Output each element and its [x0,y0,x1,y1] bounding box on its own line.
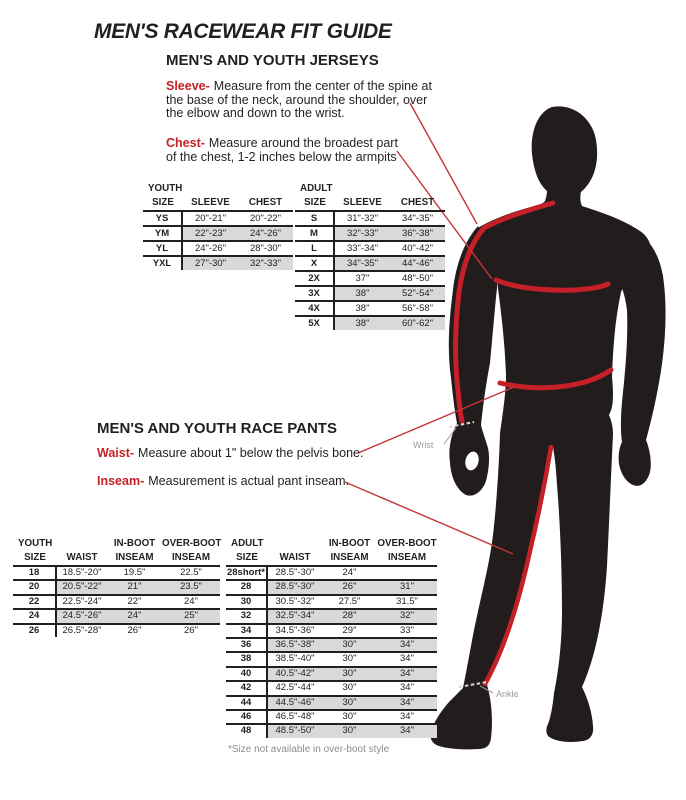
value-cell: 34"-35" [335,257,390,270]
value-cell: 34" [377,697,437,709]
size-cell: 5X [295,317,335,330]
value-cell: 24" [342,567,357,578]
table-row [226,653,437,667]
value-cell: 46.5"-48" [275,710,315,722]
adult-pants-size-table [226,538,437,738]
value-cell: 32"-33" [238,257,293,270]
value-cell: 34" [400,653,414,665]
sleeve-instruction [166,80,432,121]
chest-instruction-text: Measure around the broadest part of the chest, 1-2 inches below the armpits [166,136,398,164]
right-arm-silhouette [617,231,666,486]
value-cell: 44.5"-46" [268,697,322,709]
column-group-label [335,183,390,196]
column-group-label: OVER-BOOT [162,538,222,549]
size-cell: YM [143,227,183,240]
waist-instruction [97,447,363,461]
value-cell: 29" [342,624,357,636]
size-cell: 30 [226,596,268,608]
value-cell: 28.5"-30" [268,581,322,593]
value-cell: 26.5"-28" [62,624,102,636]
column-group-label: IN-BOOT [113,538,156,549]
value-cell: 28"-30" [249,243,282,254]
table-row [295,227,445,242]
value-cell: 34"-35" [401,213,434,224]
table-row [226,711,437,725]
table-row [295,242,445,257]
youth-jersey-size-table [143,183,293,270]
table-row [295,212,445,227]
value-cell: 28" [322,610,377,622]
value-cell: 48"-50" [401,273,434,284]
value-cell [377,567,437,579]
size-cell: 40 [226,668,268,680]
value-cell: 34" [377,668,437,680]
value-cell: 30" [322,725,377,737]
value-cell: 20"-21" [194,213,227,224]
size-cell: 38 [226,653,268,665]
table-row [143,242,293,257]
column-group-label: YOUTH [18,538,53,549]
size-footnote: *Size not available in over-boot style [228,744,390,755]
ankle-label: Ankle [496,689,519,699]
size-cell: 42 [226,682,268,694]
table-row [226,581,437,595]
value-cell: 34" [377,725,437,737]
value-cell: 26" [184,624,198,636]
jerseys-section-heading: MEN'S AND YOUTH JERSEYS [166,52,379,69]
table-row [295,287,445,302]
table-row [226,682,437,696]
value-cell: 21" [107,581,162,593]
size-cell: 32 [226,610,268,622]
size-cell: 48 [226,725,268,737]
size-cell: 3X [295,287,335,300]
value-cell: 27.5" [338,595,361,607]
table-row [295,317,445,330]
value-cell: 30" [322,697,377,709]
chest-instruction [166,137,409,164]
chest-instruction-label: Chest- [166,136,205,150]
column-group-label: OVER-BOOT [377,538,437,549]
column-header: SIZE [304,197,326,208]
size-cell: 4X [295,302,335,315]
table-row [13,596,220,610]
value-cell: 33" [400,624,414,636]
table-row [226,625,437,639]
page-title: MEN'S RACEWEAR FIT GUIDE [94,20,392,43]
table-row [226,697,437,711]
value-cell: 30" [342,710,357,722]
column-header: INSEAM [171,552,211,563]
value-cell: 18.5"-20" [62,567,102,578]
value-cell: 24" [184,595,198,607]
table-row [143,257,293,270]
value-cell: 20"-22" [249,213,282,224]
size-cell: 28 [226,581,268,593]
value-cell: 32"-33" [335,227,390,240]
table-row [13,625,220,637]
table-row [226,610,437,624]
value-cell: 26" [127,624,142,636]
size-cell: 18 [13,567,57,579]
table-header-row [143,196,293,212]
value-cell: 23.5" [162,581,220,593]
size-cell: YL [143,242,183,255]
value-cell: 34.5"-36" [275,624,315,636]
size-cell: M [295,227,335,240]
column-header: INSEAM [330,552,369,563]
value-cell: 20.5"-22" [57,581,107,593]
waist-callout-line [358,387,514,453]
column-header: INSEAM [387,552,427,563]
value-cell: 30" [342,682,357,694]
table-group-header-row [13,538,220,551]
size-cell: 26 [13,625,57,637]
value-cell: 22"-23" [183,227,238,240]
value-cell: 60"-62" [390,317,445,330]
inseam-instruction-label: Inseam- [97,474,145,488]
size-cell: 2X [295,272,335,285]
value-cell: 36"-38" [390,227,445,240]
table-row [13,610,220,624]
value-cell: 40.5"-42" [268,668,322,680]
size-cell: S [295,212,335,225]
size-cell: 46 [226,711,268,723]
value-cell: 30.5"-32" [275,595,315,607]
value-cell: 36.5"-38" [268,639,322,651]
size-cell: 36 [226,639,268,651]
value-cell: 38.5"-40" [275,653,315,665]
table-header-row [13,551,220,567]
value-cell: 44"-46" [390,257,445,270]
table-row [226,668,437,682]
column-group-label [238,183,293,196]
value-cell: 31"-32" [346,213,379,224]
wrist-label: Wrist [413,440,434,450]
table-row [13,581,220,595]
column-group-label [57,538,107,551]
table-header-row [295,196,445,212]
column-header: SLEEVE [343,197,382,208]
inseam-instruction [97,475,349,489]
size-cell: 34 [226,625,268,637]
column-header: WAIST [279,552,311,563]
value-cell: 30" [322,639,377,651]
sleeve-instruction-label: Sleeve- [166,79,210,93]
column-header: INSEAM [115,552,154,563]
value-cell: 32.5"-34" [268,610,322,622]
value-cell: 48.5"-50" [268,725,322,737]
value-cell: 40"-42" [401,243,434,254]
column-group-label: IN-BOOT [328,538,371,549]
value-cell: 22.5"-24" [62,595,102,607]
size-cell: YXL [143,257,183,270]
column-group-label [268,538,322,551]
column-header: CHEST [248,197,283,208]
value-cell: 19.5" [123,567,146,578]
table-group-header-row [226,538,437,551]
value-cell: 24.5"-26" [57,610,107,622]
value-cell: 24" [107,610,162,622]
column-group-label: YOUTH [148,183,183,194]
column-header: CHEST [400,197,435,208]
value-cell: 34" [400,682,414,694]
table-row [295,272,445,287]
value-cell: 34" [377,639,437,651]
value-cell: 27"-30" [183,257,238,270]
table-row [143,212,293,227]
table-row [295,257,445,272]
table-row [226,596,437,610]
table-row [226,639,437,653]
value-cell: 37" [355,273,370,284]
waist-instruction-label: Waist- [97,446,135,460]
value-cell: 22" [127,595,142,607]
value-cell: 26" [322,581,377,593]
value-cell: 38" [335,287,390,300]
value-cell: 30" [342,653,357,665]
column-group-label: ADULT [300,183,333,194]
column-header: SIZE [236,552,258,563]
table-header-row [226,551,437,567]
value-cell: 28.5"-30" [275,567,315,578]
column-header: SIZE [152,197,174,208]
column-header: SIZE [24,552,46,563]
value-cell: 56"-58" [401,303,434,314]
size-cell: X [295,257,335,270]
value-cell: 22.5" [180,567,202,578]
value-cell: 38" [355,303,370,314]
table-group-header-row [143,183,293,196]
size-cell: L [295,242,335,255]
value-cell: 34" [400,710,414,722]
pants-section-heading: MEN'S AND YOUTH RACE PANTS [97,420,337,437]
sleeve-instruction-text: Measure from the center of the spine at the base of the neck, around the shoulder, over the elbow and down to the wrist. [166,79,432,120]
table-group-header-row [295,183,445,196]
column-group-label [390,183,445,196]
column-group-label [183,183,238,196]
value-cell: 30" [322,668,377,680]
column-header: SLEEVE [191,197,230,208]
size-cell: 28short* [226,567,268,579]
value-cell: 31.5" [396,595,418,607]
value-cell: 42.5"-44" [275,682,315,694]
table-row [13,567,220,581]
value-cell: 25" [162,610,220,622]
waist-instruction-text: Measure about 1" below the pelvis bone. [138,446,364,460]
size-cell: YS [143,212,183,225]
column-header: WAIST [66,552,98,563]
value-cell: 52"-54" [390,287,445,300]
value-cell: 31" [377,581,437,593]
size-cell: 24 [13,610,57,622]
value-cell: 38" [335,317,390,330]
inseam-instruction-text: Measurement is actual pant inseam. [148,474,350,488]
value-cell: 24"-26" [194,243,227,254]
table-row [143,227,293,242]
table-row [226,725,437,737]
value-cell: 24"-26" [238,227,293,240]
size-cell: 44 [226,697,268,709]
adult-jersey-size-table [295,183,445,330]
youth-pants-size-table [13,538,220,637]
table-row [226,567,437,581]
value-cell: 33"-34" [346,243,379,254]
column-group-label: ADULT [231,538,264,549]
size-cell: 20 [13,581,57,593]
size-cell: 22 [13,596,57,608]
table-row [295,302,445,317]
value-cell: 32" [377,610,437,622]
